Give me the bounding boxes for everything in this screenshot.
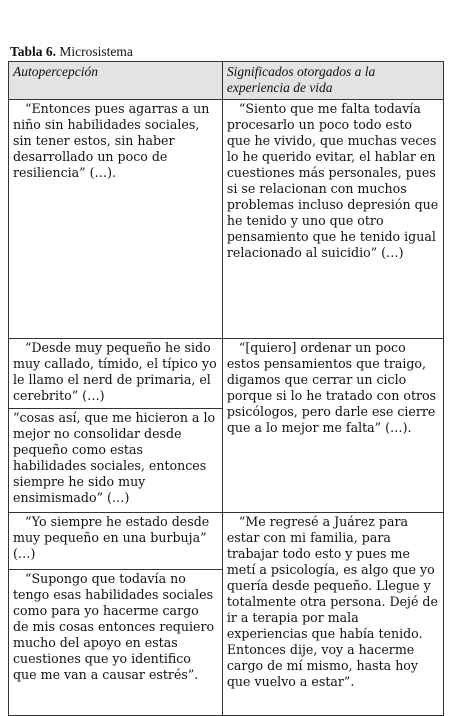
meaning-cell: “Siento que me falta todavía procesarlo un poco todo esto que he vivido, que muchas veces lo he querido evitar, el hablar en cuestiones más personales, pues si se relacionan con muchos problemas incluso depresión que he tenido y uno que otro pensamiento que he tenido igual relacionado al suicidio” (…) bbox=[222, 100, 443, 339]
table-row bbox=[9, 100, 444, 339]
self-perception-cell: “Yo siempre he estado desde muy pequeño en una burbuja” (…) bbox=[9, 513, 223, 570]
header-autopercepcion: Autopercepción bbox=[9, 62, 223, 100]
meaning-cell: “[quiero] ordenar un poco estos pensamientos que traigo, digamos que cerrar un ciclo porque si lo he tratado con otros psicólogos, pero darle ese cierre que a lo mejor me falta” (…). bbox=[222, 339, 443, 513]
header-significados: Significados otorgados a la experiencia de vida bbox=[222, 62, 443, 100]
microsistema-table bbox=[8, 61, 444, 716]
table-row bbox=[9, 513, 444, 570]
self-perception-cell: “Entonces pues agarras a un niño sin habilidades sociales, sin tener estos, sin haber desarrollado un poco de resiliencia” (…). bbox=[9, 100, 223, 339]
meaning-cell: “Me regresé a Juárez para estar con mi familia, para trabajar todo esto y pues me metí a psicología, es algo que yo quería desde pequeño. Llegue y totalmente otra persona. Dejé de ir a terapia por mala experiencias que había tenido. Entonces dije, voy a hacerme cargo de mí mismo, hasta hoy que vuelvo a estar”. bbox=[222, 513, 443, 716]
table-header-row bbox=[9, 62, 444, 100]
table-row bbox=[9, 339, 444, 409]
self-perception-cell: “cosas así, que me hicieron a lo mejor no consolidar desde pequeño como estas habilidades sociales, entonces siempre he sido muy ensimismado” (…) bbox=[9, 409, 223, 513]
table-caption-text: Microsistema bbox=[56, 44, 133, 59]
self-perception-cell: “Desde muy pequeño he sido muy callado, tímido, el típico yo le llamo el nerd de primaria, el cerebrito” (…) bbox=[9, 339, 223, 409]
self-perception-cell: “Supongo que todavía no tengo esas habilidades sociales como para yo hacerme cargo de mis cosas entonces requiero mucho del apoyo en estas cuestiones que yo identifico que me van a causar estrés”. bbox=[9, 570, 223, 716]
table-caption bbox=[10, 44, 133, 60]
table-caption-label: Tabla 6. bbox=[10, 44, 57, 59]
